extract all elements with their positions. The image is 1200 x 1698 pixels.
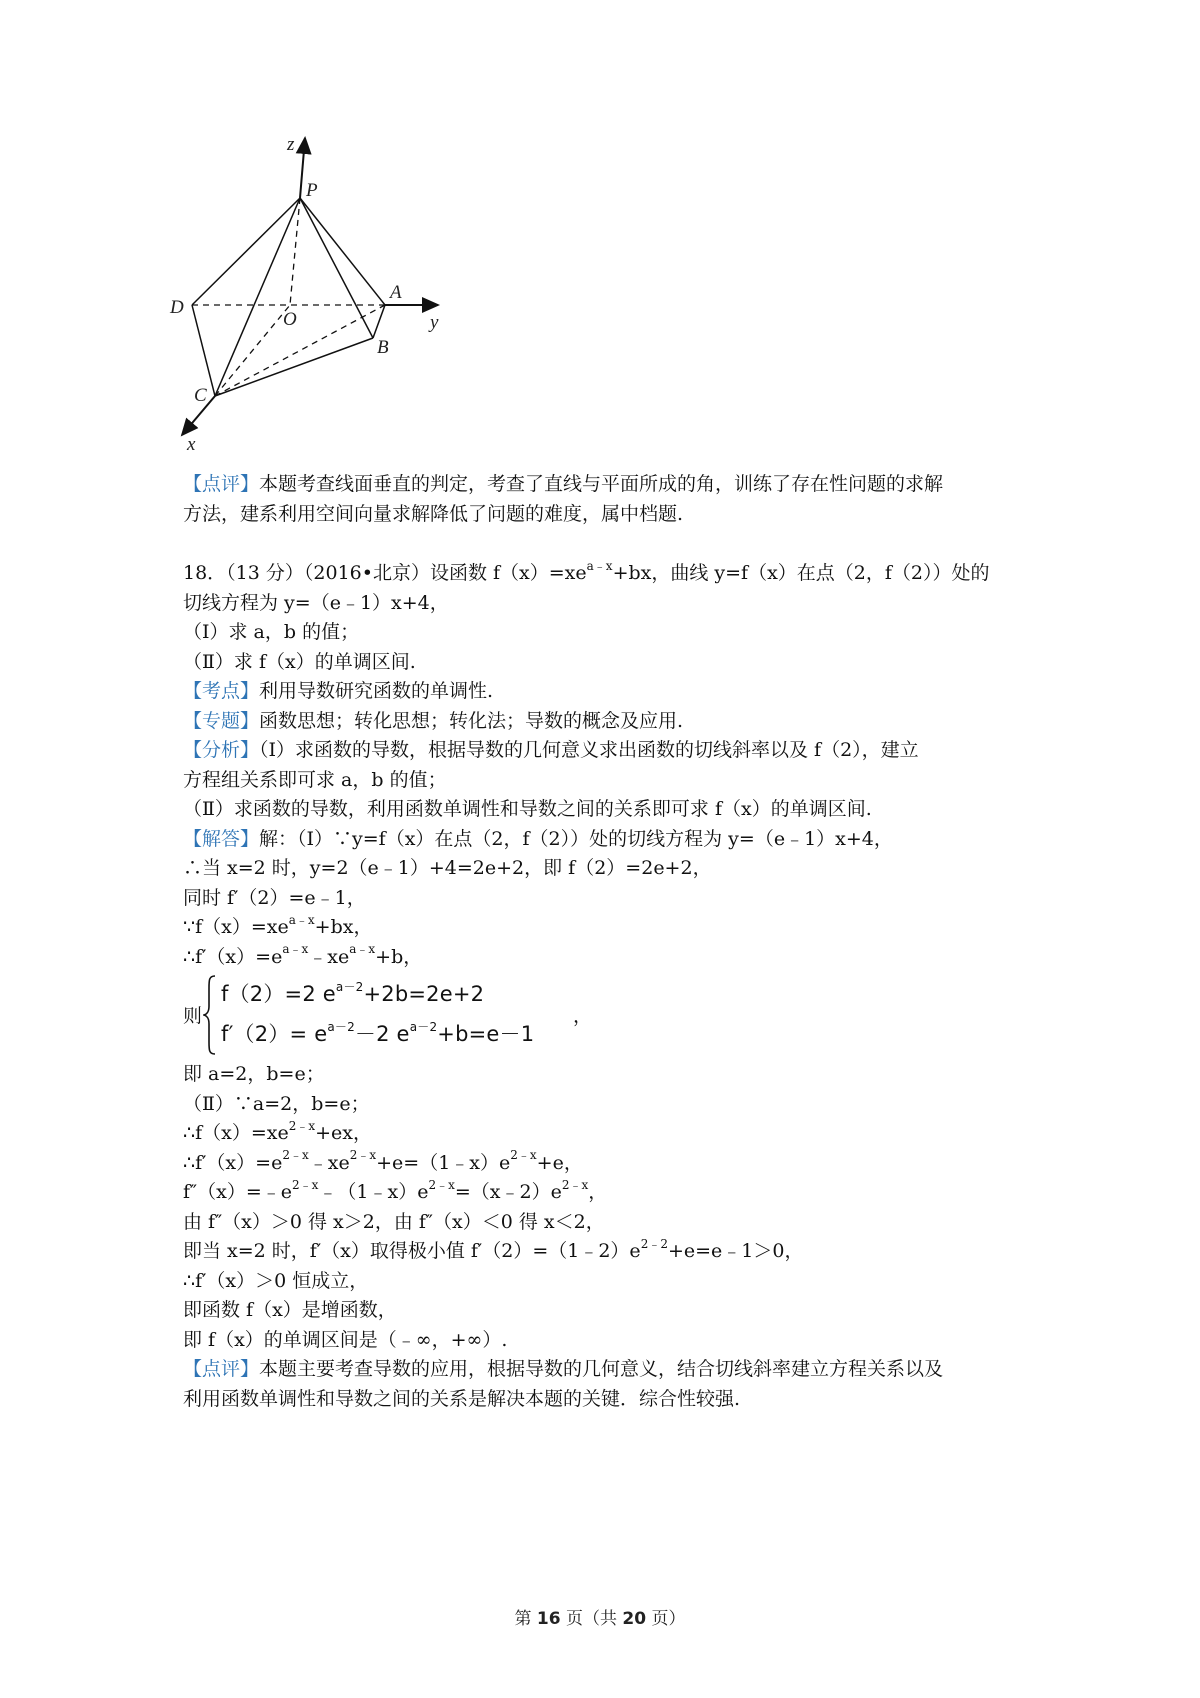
label-z: z (287, 134, 295, 155)
prev-comment-line1 (183, 470, 1043, 500)
edge-PB (300, 198, 373, 338)
problem-part1: （Ⅰ）求 a，b 的值； (183, 621, 360, 643)
kaodian-text: 利用导数研究函数的单调性. (259, 680, 494, 702)
fenxi-tag: 【分析】 (183, 739, 260, 761)
eq2-sup1: a－2 (327, 1020, 355, 1034)
prev-comment-tag: 【点评】 (183, 473, 260, 495)
jieda-l5b: ﹣xe (308, 945, 350, 968)
system-ze: 则 (183, 1005, 203, 1027)
footer-page-number: 16 (536, 1609, 561, 1629)
footer-text-c: 页） (646, 1609, 686, 1629)
eq2-b: －2 e (354, 1022, 410, 1046)
problem-header-sup: a﹣x (586, 558, 613, 573)
prev-comment-text1: 本题考查线面垂直的判定，考查了直线与平面所成的角，训练了存在性问题的求解 (259, 473, 944, 495)
z-axis (300, 138, 305, 198)
jieda-l1: 解：（Ⅰ）∵y=f（x）在点（2，f（2））处的切线方程为 y=（e﹣1）x+4， (259, 827, 893, 850)
pyramid-figure (160, 128, 460, 458)
eq2-sup2: a－2 (409, 1020, 438, 1034)
system-comma: ， (573, 1005, 593, 1027)
jieda-l9c: +e=（1﹣x）e (376, 1151, 511, 1174)
jieda-line5 (183, 943, 1043, 973)
kaodian-tag: 【考点】 (183, 680, 260, 702)
jieda-l12b: +e=e﹣1＞0， (667, 1240, 804, 1262)
equation-system (183, 974, 1043, 1058)
spacer (183, 529, 1043, 559)
jieda-line4 (183, 913, 1043, 943)
edge-PO (290, 198, 300, 305)
zhuanti-text: 函数思想；转化思想；转化法；导数的概念及应用. (259, 709, 684, 732)
jieda-l10a: f″（x）=﹣e (183, 1181, 293, 1203)
jieda-line6: 即 a=2，b=e； (183, 1063, 325, 1085)
left-brace (203, 974, 217, 1056)
jieda-line3: 同时 f′（2）=e﹣1， (183, 886, 366, 909)
jieda-l5sup1: a﹣x (282, 942, 309, 957)
label-D: D (170, 297, 184, 318)
jieda-line9 (183, 1149, 1043, 1179)
jieda-l10sup1: 2﹣x (292, 1177, 319, 1192)
jieda-line1 (183, 825, 1043, 855)
jieda-l10c: =（x﹣2）e (454, 1181, 562, 1203)
pyramid-diagram (160, 128, 460, 458)
jieda-l5a: ∴f′（x）=e (183, 945, 283, 968)
jieda-line15: 即 f（x）的单调区间是（﹣∞，+∞）. (183, 1328, 508, 1351)
footer-text-a: 第 (514, 1609, 537, 1629)
zhuanti-tag: 【专题】 (183, 709, 260, 732)
footer-total-pages: 20 (622, 1609, 647, 1629)
footer-text-b: 页（共 (560, 1609, 623, 1629)
prev-comment-line2: 方法，建系利用空间向量求解降低了问题的难度，属中档题. (183, 502, 684, 525)
edge-PA (300, 198, 385, 305)
jieda-l10sup3: 2﹣x (561, 1177, 589, 1192)
dianping-text1: 本题主要考查导数的应用，根据导数的几何意义，结合切线斜率建立方程关系以及 (259, 1358, 944, 1380)
jieda-l8a: ∴f（x）=xe (183, 1122, 289, 1144)
jieda-l9sup2: 2﹣x (349, 1148, 377, 1163)
problem-line2: 切线方程为 y=（e﹣1）x+4， (183, 591, 449, 614)
jieda-l5c: +b， (375, 945, 423, 968)
jieda-l9sup1: 2﹣x (282, 1148, 309, 1163)
page-content (183, 470, 1043, 1414)
jieda-line8 (183, 1119, 1043, 1149)
jieda-l9b: ﹣xe (308, 1151, 350, 1174)
jieda-tag: 【解答】 (183, 827, 260, 850)
jieda-l4sup: a﹣x (288, 912, 315, 927)
equation-2 (221, 1020, 534, 1050)
edge-CA (215, 305, 385, 396)
jieda-l12sup: 2﹣2 (640, 1236, 668, 1251)
jieda-l9a: ∴f′（x）=e (183, 1151, 283, 1174)
fenxi-line1 (183, 736, 1043, 766)
jieda-line14: 即函数 f（x）是增函数， (183, 1299, 397, 1321)
kaodian-line (183, 677, 1043, 707)
equation-1 (221, 980, 484, 1010)
edge-PD (192, 198, 300, 305)
jieda-line11: 由 f″（x）＞0 得 x＞2，由 f″（x）＜0 得 x＜2， (183, 1210, 605, 1233)
jieda-l12a: 即当 x=2 时，f′（x）取得极小值 f′（2）=（1﹣2）e (183, 1240, 641, 1262)
label-A: A (390, 282, 402, 303)
edge-DC (192, 305, 215, 396)
jieda-line12 (183, 1237, 1043, 1267)
eq2-c: +b=e－1 (437, 1022, 535, 1046)
jieda-line10 (183, 1178, 1043, 1208)
fenxi-line3: （Ⅱ）求函数的导数，利用函数单调性和导数之间的关系即可求 f（x）的单调区间. (183, 798, 872, 820)
jieda-l10d: ， (588, 1181, 608, 1203)
jieda-l10sup2: 2﹣x (428, 1177, 455, 1192)
problem-header (183, 559, 1043, 589)
label-y: y (430, 312, 439, 333)
jieda-l9sup3: 2﹣x (510, 1148, 537, 1163)
jieda-l8sup: 2﹣x (288, 1118, 316, 1133)
jieda-l8b: +ex， (315, 1122, 373, 1144)
edge-PC (215, 198, 300, 396)
label-O: O (283, 309, 297, 330)
jieda-l4a: ∵f（x）=xe (183, 916, 289, 938)
jieda-line7: （Ⅱ）∵a=2，b=e； (183, 1092, 370, 1115)
eq1-sup: a－2 (335, 980, 364, 994)
zhuanti-line (183, 707, 1043, 737)
fenxi-text1: （Ⅰ）求函数的导数，根据导数的几何意义求出函数的切线斜率以及 f（2），建立 (259, 739, 919, 761)
label-B: B (377, 337, 389, 358)
eq2-a: f′（2）= e (221, 1022, 328, 1046)
jieda-l5sup2: a﹣x (349, 942, 376, 957)
dianping-tag: 【点评】 (183, 1358, 260, 1380)
label-C: C (194, 385, 207, 406)
dianping-line2: 利用函数单调性和导数之间的关系是解决本题的关键．综合性较强. (183, 1387, 741, 1410)
dianping-line1 (183, 1355, 1043, 1385)
jieda-l4b: +bx， (314, 916, 373, 938)
label-x: x (187, 434, 196, 455)
jieda-l10b: ﹣（1﹣x）e (318, 1181, 429, 1203)
page-footer (0, 1604, 1200, 1629)
label-P: P (306, 180, 318, 201)
eq1-b: +2b=2e+2 (363, 982, 485, 1006)
eq1-a: f（2）=2 e (221, 982, 336, 1006)
fenxi-line2: 方程组关系即可求 a，b 的值； (183, 768, 447, 791)
jieda-line13: ∴f′（x）＞0 恒成立， (183, 1269, 369, 1292)
problem-part2: （Ⅱ）求 f（x）的单调区间. (183, 650, 416, 673)
problem-header-text-b: +bx，曲线 y=f（x）在点（2，f（2））处的 (612, 562, 990, 584)
jieda-l9d: +e， (536, 1151, 583, 1174)
jieda-line2: ∴当 x=2 时，y=2（e﹣1）+4=2e+2，即 f（2）=2e+2， (183, 857, 712, 879)
problem-header-text-a: 18．（13 分）（2016•北京）设函数 f（x）=xe (183, 562, 587, 584)
